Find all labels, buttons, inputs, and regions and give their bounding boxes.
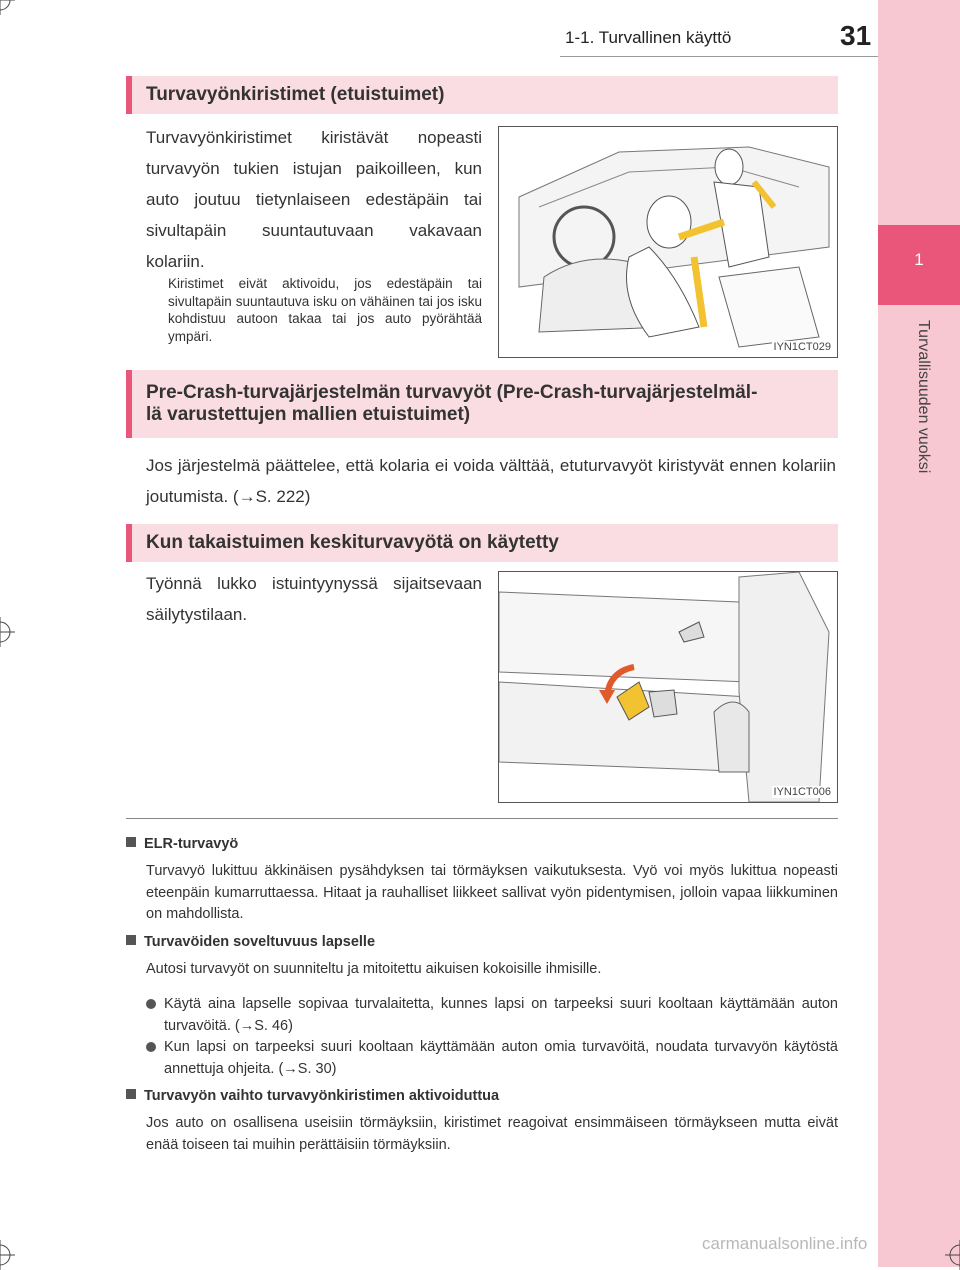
bullet-item	[146, 994, 838, 1037]
page-number: 31	[840, 20, 872, 51]
crop-mark-top-left	[0, 0, 15, 15]
pre-crash-description: Jos järjestelmä päättelee, että kolaria ei voida välttää, etuturvavyöt kiristyvät ennen kolariin joutumista. (→S. 222)	[146, 456, 836, 506]
section-divider	[126, 818, 838, 819]
bullet-dot-icon	[146, 999, 156, 1009]
illustration-code: IYN1CT006	[773, 786, 831, 798]
side-tab-label: Turvallisuuden vuoksi	[915, 320, 932, 474]
pretensioner-note: Kiristimet eivät aktivoidu, jos edestäpäin tai sivultapäin suuntautuva isku on vähäinen tai jos isku kohdistuu autoon takaa tai jos auto pyörähtää ympäri.	[168, 276, 482, 344]
side-tab-number: 1	[914, 250, 924, 269]
crop-mark-mid-left	[0, 617, 15, 647]
watermark: carmanualsonline.info	[702, 1234, 868, 1253]
bullet-dot-icon	[146, 1042, 156, 1052]
note-body-child-suitability: Autosi turvavyöt on suunniteltu ja mitoitettu aikuisen kokoisille ihmisille.	[146, 961, 602, 977]
note-heading-text: Turvavyön vaihto turvavyönkiristimen aktivoiduttua	[144, 1088, 500, 1104]
bullet-item	[146, 1037, 838, 1080]
illustration-code: IYN1CT029	[773, 341, 831, 353]
bullet-text: Käytä aina lapselle sopivaa turvalaitetta, kunnes lapsi on tarpeeksi suuri kooltaan käyttämään auton turvavöitä. (→S. 46)	[164, 996, 838, 1034]
note-heading-text: Turvavöiden soveltuvuus lapselle	[144, 934, 376, 950]
section-heading-pre-crash	[126, 370, 838, 438]
pretensioner-illustration	[498, 126, 838, 358]
section-heading-pretensioners	[126, 76, 838, 114]
section-heading-text: Turvavyönkiristimet (etuistuimet)	[146, 84, 445, 105]
crop-mark-bottom-left	[0, 1240, 15, 1270]
section-heading-rear-center-belt	[126, 524, 838, 562]
side-tab	[878, 0, 960, 1267]
section-heading-text: Kun takaistuimen keskiturvavyötä on käytetty	[146, 532, 559, 553]
header-rule	[560, 56, 878, 57]
chapter-title: 1-1. Turvallinen käyttö	[565, 28, 732, 47]
section-heading-text-line1: Pre-Crash-turvajärjestelmän turvavyöt (Pre-Crash-turvajärjestelmäl-	[146, 382, 758, 403]
bullet-text: Kun lapsi on tarpeeksi suuri kooltaan käyttämään auton omia turvavöitä, noudata turvavyön käytöstä annettuja ohjeita. (→S. 30)	[164, 1039, 838, 1077]
note-heading-child-suitability	[126, 934, 375, 950]
pretensioner-description: Turvavyönkiristimet kiristävät nopeasti turvavyön tukien istujan paikoilleen, kun auto joutuu tietynlaiseen edestäpäin tai sivultapäin suuntautuvaan vakavaan kolariin.	[146, 128, 482, 271]
note-heading-text: ELR-turvavyö	[144, 836, 239, 852]
crop-mark-bottom-right	[945, 1240, 960, 1270]
section-heading-text-line2: lä varustettujen mallien etuistuimet)	[146, 404, 471, 425]
note-heading-belt-replacement	[126, 1088, 499, 1104]
rear-seat-illustration	[498, 571, 838, 803]
rear-belt-description: Työnnä lukko istuintyynyssä sijaitsevaan säilytystilaan.	[146, 574, 482, 624]
note-body-elr: Turvavyö lukittuu äkkinäisen pysähdyksen tai törmäyksen vaikutuksesta. Vyö voi myös lukittua nopeasti eteenpäin kumarruttaessa. Hitaat ja rauhalliset liikkeet sallivat vyön pidentymisen, jolloin vapaa liikkuminen on mahdollista.	[146, 863, 838, 922]
note-heading-elr	[126, 836, 238, 852]
note-body-belt-replacement: Jos auto on osallisena useisiin törmäyksiin, kiristimet reagoivat ensimmäiseen törmäykseen mutta eivät enää toiseen tai muihin perättäisiin törmäyksiin.	[146, 1115, 838, 1153]
